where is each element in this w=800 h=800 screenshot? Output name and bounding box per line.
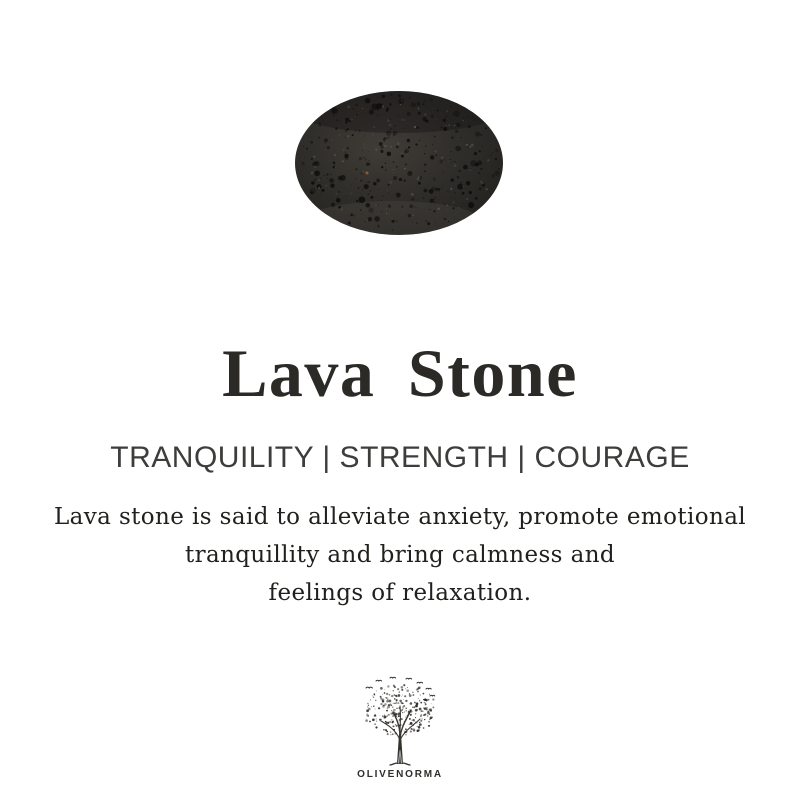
- description-line-1: Lava stone is said to alleviate anxiety, promote emotional: [53, 504, 747, 530]
- description-line-2: tranquillity and bring calmness and: [184, 542, 616, 568]
- tree-trunk: [390, 734, 410, 765]
- description-line-3: feelings of relaxation.: [268, 580, 532, 606]
- product-title: Lava Stone: [222, 335, 578, 411]
- brand-logo: [0, 676, 800, 780]
- birds-icon: [366, 677, 435, 696]
- lava-stone-image: [293, 89, 505, 238]
- lava-stone-photo: [293, 89, 505, 238]
- olive-tree-icon: [358, 676, 442, 768]
- product-traits: TRANQUILITY | STRENGTH | COURAGE: [110, 441, 690, 474]
- product-description: [0, 498, 800, 612]
- brand-name: OLIVENORMA: [357, 769, 443, 780]
